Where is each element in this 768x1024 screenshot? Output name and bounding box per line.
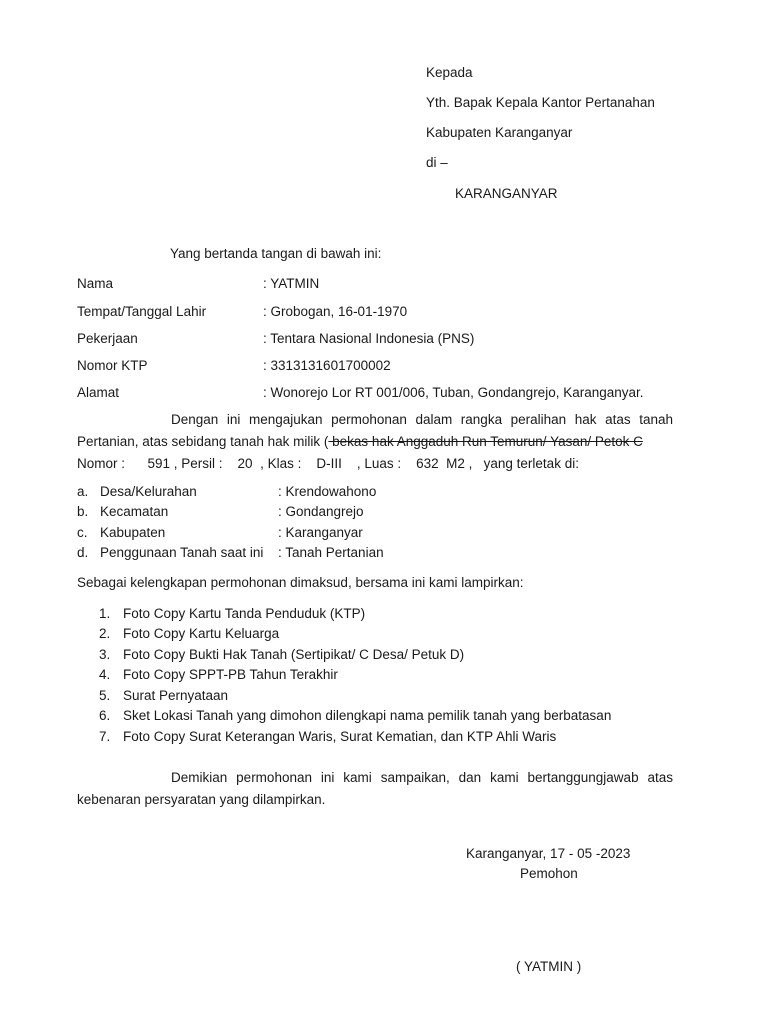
attachment-item: 3. Foto Copy Bukti Hak Tanah (Sertipikat/ C Desa/ Petuk D): [99, 647, 465, 662]
identity-label: Nomor KTP: [77, 358, 148, 373]
signer-role: Pemohon: [520, 866, 578, 881]
recipient-regency: Kabupaten Karanganyar: [426, 125, 573, 140]
request-line-1: Dengan ini mengajukan permohonan dalam rangka peralihan hak atas tanah: [171, 412, 673, 427]
attachment-item: 6. Sket Lokasi Tanah yang dimohon dilengkapi nama pemilik tanah yang berbatasan: [99, 708, 612, 723]
location-item: a. Desa/Kelurahan : Krendowahono: [77, 484, 377, 499]
identity-value: : Tentara Nasional Indonesia (PNS): [263, 331, 475, 346]
identity-value: : Wonorejo Lor RT 001/006, Tuban, Gondangrejo, Karanganyar.: [263, 385, 644, 400]
attachments-intro: Sebagai kelengkapan permohonan dimaksud, bersama ini kami lampirkan:: [77, 575, 524, 590]
attachment-item: 2. Foto Copy Kartu Keluarga: [99, 626, 280, 641]
attachment-item: 7. Foto Copy Surat Keterangan Waris, Surat Kematian, dan KTP Ahli Waris: [99, 729, 557, 744]
intro-text: Yang bertanda tangan di bawah ini:: [170, 246, 382, 261]
signer-name: ( YATMIN ): [516, 959, 582, 974]
identity-row-ttl: [77, 302, 408, 322]
location-item: d. Penggunaan Tanah saat ini : Tanah Pertanian: [77, 545, 384, 560]
identity-row-pekerjaan: [77, 329, 475, 349]
identity-row-nama: [77, 274, 320, 294]
identity-row-alamat: [77, 383, 644, 403]
recipient-title: Yth. Bapak Kepala Kantor Pertanahan: [426, 95, 655, 110]
request-line-2: Pertanian, atas sebidang tanah hak milik ( bekas hak Anggaduh Run Temurun/ Yasan/ Petok C: [77, 434, 643, 449]
identity-value: : Grobogan, 16-01-1970: [263, 304, 408, 319]
recipient-city: KARANGANYAR: [455, 186, 558, 201]
recipient-di: di –: [426, 155, 448, 170]
closing-paragraph: [77, 767, 673, 811]
identity-label: Alamat: [77, 385, 120, 400]
identity-value: : 3313131601700002: [263, 358, 391, 373]
attachment-item: 5. Surat Pernyataan: [99, 688, 229, 703]
identity-label: Nama: [77, 276, 114, 291]
closing-line-2: kebenaran persyaratan yang dilampirkan.: [77, 792, 326, 807]
attachment-item: 1. Foto Copy Kartu Tanda Penduduk (KTP): [99, 606, 366, 621]
identity-label: Pekerjaan: [77, 331, 138, 346]
identity-row-ktp: [77, 356, 391, 376]
recipient-kepada: Kepada: [426, 65, 473, 80]
closing-line-1: Demikian permohonan ini kami sampaikan, dan kami bertanggungjawab atas: [171, 770, 673, 785]
attachment-item: 4. Foto Copy SPPT-PB Tahun Terakhir: [99, 667, 338, 682]
identity-label: Tempat/Tanggal Lahir: [77, 304, 207, 319]
location-item: c. Kabupaten : Karanganyar: [77, 525, 363, 540]
identity-value: : YATMIN: [263, 276, 320, 291]
request-paragraph: [77, 409, 673, 475]
request-line-3: Nomor : 591 , Persil : 20 , Klas : D-III , Luas : 632 M2 , yang terletak di:: [77, 456, 579, 471]
location-item: b. Kecamatan : Gondangrejo: [77, 504, 364, 519]
struck-text: bekas hak Anggaduh Run Temurun/ Yasan/ Petok C: [328, 434, 643, 449]
place-date: Karanganyar, 17 - 05 -2023: [466, 846, 631, 861]
